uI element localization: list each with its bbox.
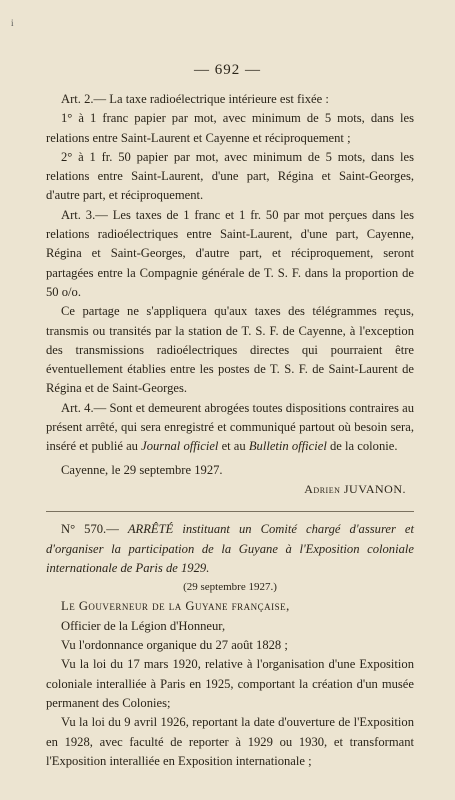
article-3-sharing: Ce partage ne s'appliquera qu'aux taxes des télégrammes reçus, transmis ou transités par la station de T. S. F. de Cayenne, à l'exception des transmissions radioélectriques directes qui pourraient être éventuellement établies entre les postes de T. S. F. de Saint-Laurent de Régina et de Saint-Georges. xyxy=(46,304,414,396)
decree-title: ARRÊTÉ instituant un Comité chargé d'assurer et d'organiser la participation de la Guyane à l'Exposition coloniale internationale de Paris de 1929. xyxy=(46,522,414,575)
section-divider xyxy=(46,511,414,512)
article-4-text: Art. 4.— Sont et demeurent abrogées toutes dispositions contraires au présent arrêté, qui sera enregistré et communiqué partout où besoin sera, inséré et publié au xyxy=(46,400,414,454)
corner-mark: i xyxy=(11,18,14,28)
page-number: — 692 — xyxy=(194,62,261,78)
article-2-item-2: 2° à 1 fr. 50 papier par mot, avec minimum de 5 mots, dans les relations entre Saint-Laurent, d'une part, Régina et Saint-Georges, d'autre part, et réciproquement. xyxy=(46,149,414,203)
place-date: Cayenne, le 29 septembre 1927. xyxy=(61,462,223,477)
visa-2: Vu la loi du 17 mars 1920, relative à l'organisation d'une Exposition coloniale interalliée à Paris en 1925, comportant la création d'un musée permanent des Colonies; xyxy=(46,657,414,710)
visa-1: Vu l'ordonnance organique du 27 août 1828 ; xyxy=(61,638,288,653)
bulletin-officiel: Bulletin officiel xyxy=(248,439,327,454)
article-4 xyxy=(46,399,414,457)
decree-number: N° 570.— xyxy=(61,522,128,537)
article-3: Art. 3.— Les taxes de 1 franc et 1 fr. 50 par mot perçues dans les relations radioélectriques entre Saint-Laurent, d'une part, Cayenne, Régina et Saint-Georges, d'autre part, et réciproquement, seront partagées entre la Compagnie générale de T. S. F. dans la proportion de 50 o/o. xyxy=(46,207,414,299)
decree-heading xyxy=(46,520,414,578)
article-4-end: de la colonie. xyxy=(326,439,398,454)
article-4-and: et au xyxy=(218,439,249,454)
article-2-item-1: 1° à 1 franc papier par mot, avec minimum de 5 mots, dans les relations entre Saint-Laurent et Cayenne et réciproquement ; xyxy=(46,111,414,145)
officer-line: Officier de la Légion d'Honneur, xyxy=(61,618,226,633)
visa-3: Vu la loi du 9 avril 1926, reportant la date d'ouverture de l'Exposition en 1928, avec faculté de reporter à 1929 ou 1930, et transformant l'Exposition interalliée en Exposition internationale ; xyxy=(46,715,414,768)
page-body xyxy=(46,90,414,771)
journal-officiel: Journal officiel xyxy=(141,439,219,454)
signature: Adrien JUVANON. xyxy=(304,481,406,496)
governor-line: Le Gouverneur de la Guyane française, xyxy=(61,599,290,614)
decree-date: (29 septembre 1927.) xyxy=(183,581,277,594)
article-2-heading: Art. 2.— La taxe radioélectrique intérieure est fixée : xyxy=(61,92,329,106)
